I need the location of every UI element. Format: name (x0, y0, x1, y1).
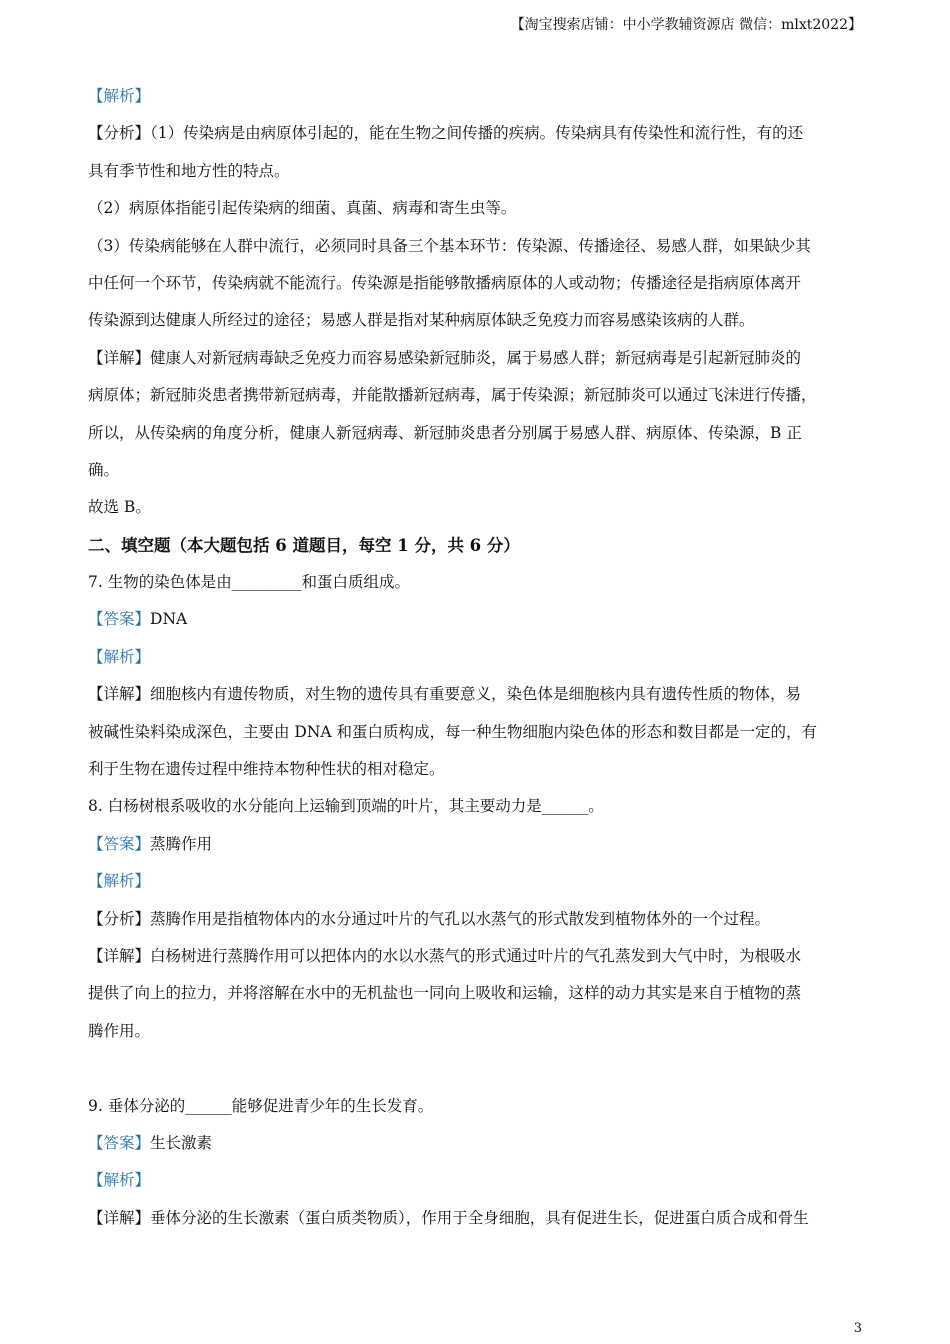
q8-analysis-heading: 【解析】 (88, 872, 151, 891)
fenxi-tag: 【分析】 (88, 909, 151, 928)
header-note: 【淘宝搜索店铺：中小学教辅资源店 微信：mlxt2022】 (510, 17, 862, 33)
q6-point-3-line-2: 中任何一个环节，传染病就不能流行。传染源是指能够散播病原体的人或动物；传播途径是指病原体离开 (88, 273, 802, 292)
q6-detail-line-2: 病原体；新冠肺炎患者携带新冠病毒，并能散播新冠病毒，属于传染源；新冠肺炎可以通过飞沫进行传播， (88, 386, 817, 405)
blank-line (88, 1050, 866, 1087)
q6-fenxi-line-2: 具有季节性和地方性的特点。 (88, 161, 290, 180)
q9-detail-line-1: 【详解】垂体分泌的生长激素（蛋白质类物质），作用于全身细胞，具有促进生长，促进蛋白质合成和骨生 (88, 1208, 809, 1227)
q6-conclusion: 故选 B。 (88, 498, 151, 517)
q9-answer: 【答案】生长激素 (88, 1133, 213, 1152)
page-number: 3 (853, 1321, 862, 1336)
answer-tag: 【答案】 (88, 834, 151, 853)
answer-tag: 【答案】 (88, 1133, 151, 1152)
q7-question: 7. 生物的染色体是由_________和蛋白质组成。 (88, 573, 410, 592)
q7-detail-line-3: 利于生物在遗传过程中维持本物种性状的相对稳定。 (88, 760, 445, 779)
q6-point-2: （2）病原体指能引起传染病的细菌、真菌、病毒和寄生虫等。 (88, 199, 517, 218)
q6-detail-line-1: 【详解】健康人对新冠病毒缺乏免疫力而容易感染新冠肺炎，属于易感人群；新冠病毒是引起新冠肺炎的 (88, 348, 802, 367)
q8-answer: 【答案】蒸腾作用 (88, 834, 213, 853)
q8-question: 8. 白杨树根系吸收的水分能向上运输到顶端的叶片，其主要动力是______。 (88, 797, 604, 816)
q9-analysis-heading: 【解析】 (88, 1171, 151, 1190)
q6-point-3-line-1: （3）传染病能够在人群中流行，必须同时具备三个基本环节：传染源、传播途径、易感人群，如果缺少其 (88, 236, 811, 255)
q7-detail-line-1: 【详解】细胞核内有遗传物质，对生物的遗传具有重要意义，染色体是细胞核内具有遗传性质的物体，易 (88, 685, 802, 704)
document-body (88, 78, 866, 1237)
q6-analysis-heading: 【解析】 (88, 87, 151, 105)
q7-detail-line-2: 被碱性染料染成深色，主要由 DNA 和蛋白质构成，每一种生物细胞内染色体的形态和数目都是一定的，有 (88, 722, 818, 741)
q9-question: 9. 垂体分泌的______能够促进青少年的生长发育。 (88, 1096, 434, 1115)
answer-tag: 【答案】 (88, 610, 151, 629)
detail-tag: 【详解】 (88, 1208, 151, 1227)
detail-tag: 【详解】 (88, 946, 151, 965)
q7-answer: 【答案】DNA (88, 610, 188, 629)
q6-point-3-line-3: 传染源到达健康人所经过的途径；易感人群是指对某种病原体缺乏免疫力而容易感染该病的人群。 (88, 311, 755, 330)
q6-detail-line-3: 所以，从传染病的角度分析，健康人新冠病毒、新冠肺炎患者分别属于易感人群、病原体、传染源，B 正 (88, 423, 802, 442)
q6-detail-line-4: 确。 (88, 460, 120, 479)
q8-fenxi: 【分析】蒸腾作用是指植物体内的水分通过叶片的气孔以水蒸气的形式散发到植物体外的一个过程。 (88, 909, 771, 928)
q7-analysis-heading: 【解析】 (88, 647, 151, 666)
detail-tag: 【详解】 (88, 685, 151, 704)
fenxi-tag: 【分析】 (88, 124, 151, 143)
q8-detail-line-3: 腾作用。 (88, 1021, 151, 1040)
section-heading: 二、填空题（本大题包括 6 道题目，每空 1 分，共 6 分） (88, 535, 520, 555)
q8-detail-line-1: 【详解】白杨树进行蒸腾作用可以把体内的水以水蒸气的形式通过叶片的气孔蒸发到大气中时，为根吸水 (88, 946, 802, 965)
q8-detail-line-2: 提供了向上的拉力，并将溶解在水中的无机盐也一同向上吸收和运输，这样的动力其实是来自于植物的蒸 (88, 984, 802, 1003)
detail-tag: 【详解】 (88, 348, 151, 367)
q6-fenxi-line-1: 【分析】（1）传染病是由病原体引起的，能在生物之间传播的疾病。传染病具有传染性和流行性，有的还 (88, 124, 804, 143)
